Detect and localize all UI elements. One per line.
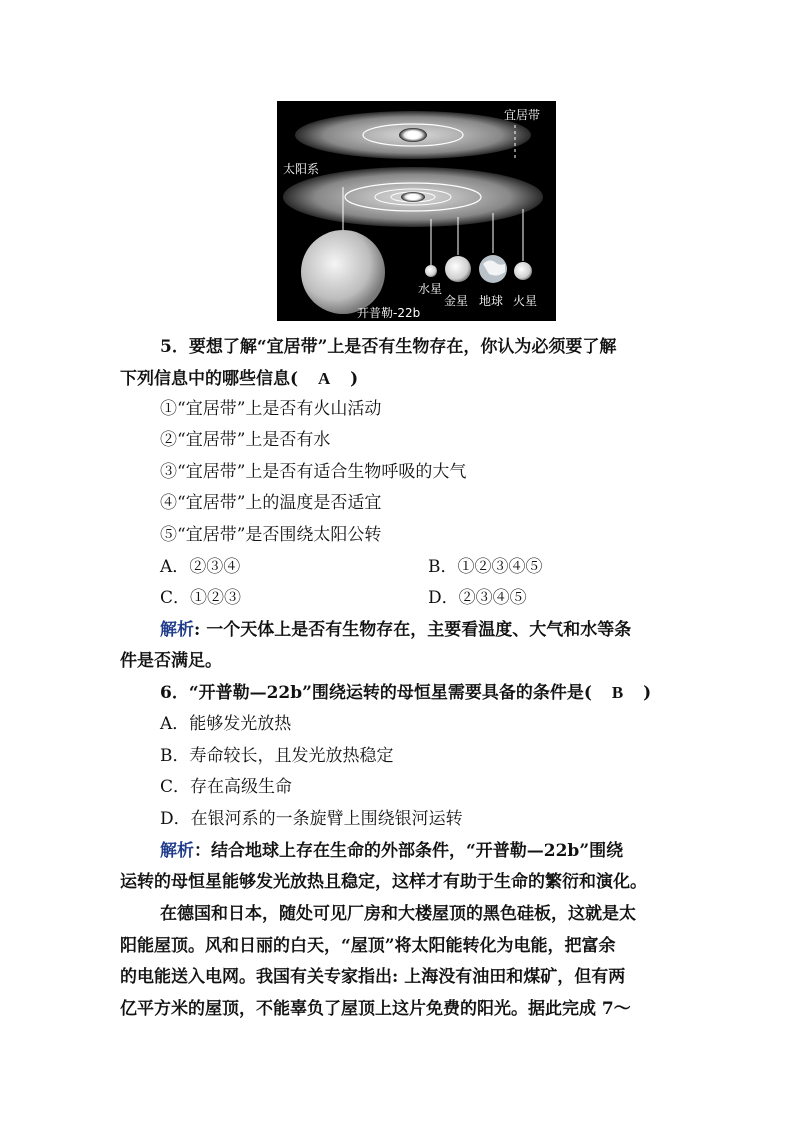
label-earth: 地球 (479, 294, 504, 308)
passage-line-4: 亿平方米的屋顶，不能辜负了屋顶上这片免费的阳光。据此完成 7～ (120, 999, 631, 1019)
q5-stem-line1: 5．要想了解“宜居带”上是否有生物存在，你认为必须要了解 (160, 337, 617, 357)
q6-option-c: C．存在高级生命 (160, 777, 293, 797)
q6-stem-pre: 6．“开普勒—22b”围绕运转的母恒星需要具备的条件是( (160, 683, 592, 703)
q5-item-4: ④“宜居带”上的温度是否适宜 (160, 493, 382, 513)
q5-item-1: ①“宜居带”上是否有火山活动 (160, 399, 382, 419)
q5-option-a: A．②③④ (160, 557, 241, 577)
q6-option-d: D．在银河系的一条旋臂上围绕银河运转 (160, 809, 463, 829)
q6-analysis-text: ：结合地球上存在生命的外部条件，“开普勒—22b”围绕 (194, 841, 624, 861)
label-kepler-22b: 开普勒-22b (357, 306, 421, 320)
q6-stem (160, 682, 651, 704)
habitable-zone-diagram (277, 101, 556, 321)
q5-item-5: ⑤“宜居带”是否围绕太阳公转 (160, 525, 382, 545)
q6-option-a: A．能够发光放热 (160, 714, 292, 734)
passage-line-2: 阳能屋顶。风和日丽的白天，“屋顶”将太阳能转化为电能，把富余 (120, 936, 616, 956)
q6-analysis-line2: 运转的母恒星能够发光放热且稳定，这样才有助于生命的繁衍和演化。 (120, 872, 647, 892)
label-mercury: 水星 (418, 282, 443, 296)
q5-item-3: ③“宜居带”上是否有适合生物呼吸的大气 (160, 462, 467, 482)
q6-analysis-label: 解析 (160, 841, 194, 861)
kepler-22b-planet (301, 230, 385, 314)
q5-option-d: D．②③④⑤ (428, 588, 527, 608)
label-habitable-zone: 宜居带 (504, 108, 541, 122)
q5-option-c: C．①②③ (160, 588, 242, 608)
q5-analysis-text: : 一个天体上是否有生物存在，主要看温度、大气和水等条 (194, 620, 632, 640)
q5-item-2: ②“宜居带”上是否有水 (160, 430, 331, 450)
q5-option-b: B．①②③④⑤ (428, 557, 543, 577)
habitable-zone-figure (277, 101, 556, 321)
q5-analysis-line2: 件是否满足。 (120, 651, 222, 671)
passage-line-3: 的电能送入电网。我国有关专家指出: 上海没有油田和煤矿，但有两 (120, 967, 626, 987)
q5-stem-line2-pre: 下列信息中的哪些信息( (120, 369, 299, 389)
q5-analysis-label: 解析 (160, 620, 194, 640)
q6-analysis-line1 (160, 840, 623, 862)
q6-option-b: B．寿命较长，且发光放热稳定 (160, 746, 394, 766)
q5-stem-line2-post: ) (350, 369, 359, 389)
solar-system-disk (283, 167, 543, 227)
venus-planet (445, 256, 471, 282)
kepler-system-disk (295, 111, 531, 159)
q6-stem-post: ) (643, 683, 652, 703)
mars-planet (514, 262, 532, 280)
passage-line-1: 在德国和日本，随处可见厂房和大楼屋顶的黑色硅板，这就是太 (160, 904, 636, 924)
q6-answer: B (611, 683, 624, 702)
q5-answer: A (317, 369, 331, 388)
mercury-planet (425, 265, 437, 277)
label-mars: 火星 (513, 294, 538, 308)
label-venus: 金星 (444, 294, 469, 308)
label-solar-system: 太阳系 (283, 162, 320, 176)
q5-stem-line2 (120, 368, 358, 390)
q5-analysis-line1 (160, 619, 631, 641)
